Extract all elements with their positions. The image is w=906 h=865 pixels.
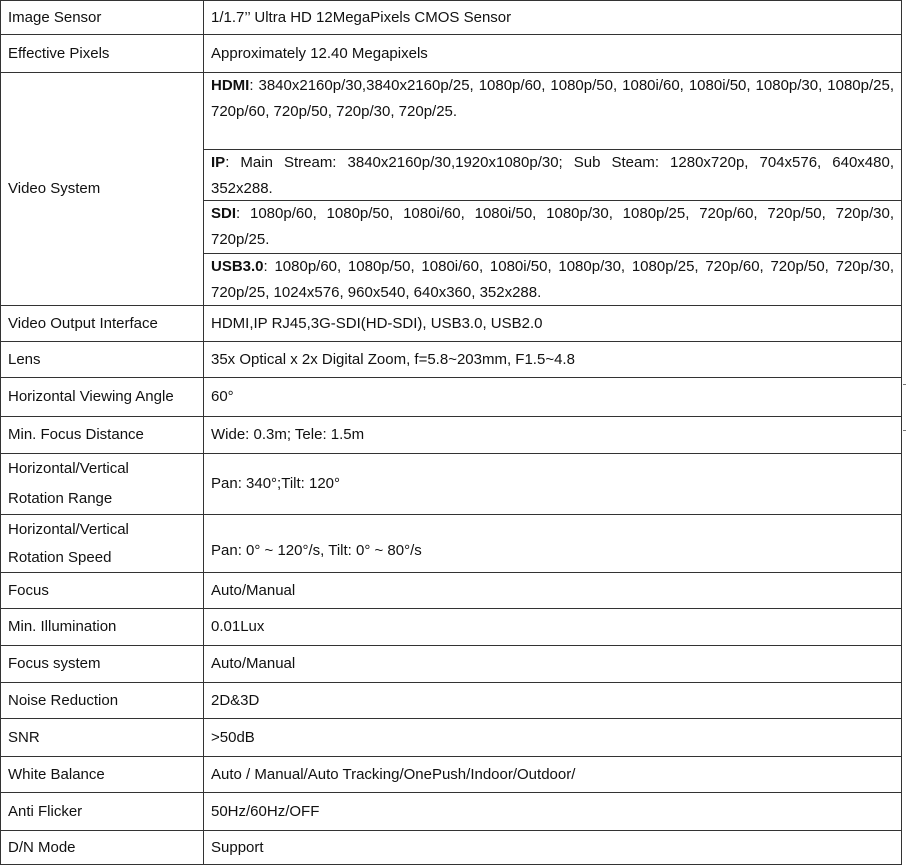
- spec-label: [1, 454, 204, 515]
- spec-label: Min. Focus Distance: [1, 417, 204, 454]
- spec-label: SNR: [1, 719, 204, 757]
- table-row: [1, 793, 902, 831]
- table-row: [1, 306, 902, 342]
- format-value: 1080p/60, 1080p/50, 1080i/60, 1080i/50, 1080p/30, 1080p/25, 720p/60, 720p/50, 720p/30, 720p/25, 1024x576, 960x540, 640x360, 352x288.: [211, 258, 894, 301]
- spec-value: 0.01Lux: [204, 609, 902, 646]
- spec-value: Auto/Manual: [204, 573, 902, 609]
- spec-value: >50dB: [204, 719, 902, 757]
- spec-label-line: Horizontal/Vertical: [8, 520, 129, 538]
- spec-label: Noise Reduction: [1, 683, 204, 719]
- video-system-ip: IP: Main Stream: 3840x2160p/30,1920x1080p/30; Sub Steam: 1280x720p, 704x576, 640x480, 352x288.: [204, 150, 901, 201]
- table-row: [1, 454, 902, 515]
- spec-label: Image Sensor: [1, 1, 204, 35]
- spec-value: 35x Optical x 2x Digital Zoom, f=5.8~203mm, F1.5~4.8: [204, 342, 902, 378]
- format-name: USB3.0: [211, 258, 264, 275]
- table-row: [1, 609, 902, 646]
- spec-value: HDMI,IP RJ45,3G-SDI(HD-SDI), USB3.0, USB2.0: [204, 306, 902, 342]
- spec-label-line: Rotation Speed: [8, 548, 112, 566]
- table-row: [1, 683, 902, 719]
- spec-label: Anti Flicker: [1, 793, 204, 831]
- format-value: Main Stream: 3840x2160p/30,1920x1080p/30; Sub Steam: 1280x720p, 704x576, 640x480, 352x288.: [211, 154, 894, 197]
- spec-label: Min. Illumination: [1, 609, 204, 646]
- table-row: [1, 719, 902, 757]
- format-value: 3840x2160p/30,3840x2160p/25, 1080p/60, 1080p/50, 1080i/60, 1080i/50, 1080p/30, 1080p/25, 720p/60, 720p/50, 720p/30, 720p/25.: [211, 77, 894, 120]
- spec-label: [1, 515, 204, 573]
- spec-label: Video Output Interface: [1, 306, 204, 342]
- spec-value: 1/1.7’’ Ultra HD 12MegaPixels CMOS Sensor: [204, 1, 902, 35]
- spec-value: Auto / Manual/Auto Tracking/OnePush/Indoor/Outdoor/: [204, 757, 902, 793]
- video-system-sdi: SDI: 1080p/60, 1080p/50, 1080i/60, 1080i/50, 1080p/30, 1080p/25, 720p/60, 720p/50, 720p/30, 720p/25.: [204, 201, 901, 254]
- spec-value: Support: [204, 831, 902, 865]
- spec-label-line: Rotation Range: [8, 490, 113, 507]
- table-row: [1, 35, 902, 73]
- spec-value: Wide: 0.3m; Tele: 1.5m: [204, 417, 902, 454]
- video-system-hdmi: HDMI: 3840x2160p/30,3840x2160p/25, 1080p/60, 1080p/50, 1080i/60, 1080i/50, 1080p/30, 1080p/25, 720p/60, 720p/50, 720p/30, 720p/25.: [204, 73, 901, 150]
- video-system-usb: USB3.0: 1080p/60, 1080p/50, 1080i/60, 1080i/50, 1080p/30, 1080p/25, 720p/60, 720p/50, 720p/30, 720p/25, 1024x576, 960x540, 640x360, 352x288.: [211, 258, 894, 301]
- spec-label-line: Horizontal/Vertical: [8, 460, 129, 477]
- spec-label: Horizontal Viewing Angle: [1, 378, 204, 417]
- table-row: [1, 831, 902, 865]
- spec-label: Lens: [1, 342, 204, 378]
- format-value: 1080p/60, 1080p/50, 1080i/60, 1080i/50, 1080p/30, 1080p/25, 720p/60, 720p/50, 720p/30, 720p/25.: [211, 205, 894, 248]
- format-name: IP: [211, 154, 226, 171]
- spec-value: Auto/Manual: [204, 646, 902, 683]
- table-row: [1, 378, 902, 417]
- spec-value: Pan: 0° ~ 120°/s, Tilt: 0° ~ 80°/s: [204, 515, 902, 573]
- spec-value: 50Hz/60Hz/OFF: [204, 793, 902, 831]
- table-row: [1, 342, 902, 378]
- spec-label: Focus: [1, 573, 204, 609]
- table-row: [1, 515, 902, 573]
- table-row: [1, 1, 902, 35]
- table-row: [1, 573, 902, 609]
- spec-value: 2D&3D: [204, 683, 902, 719]
- video-system-cell: [204, 73, 902, 306]
- format-name: HDMI: [211, 77, 250, 94]
- table-row: [1, 646, 902, 683]
- spec-label: D/N Mode: [1, 831, 204, 865]
- spec-label: White Balance: [1, 757, 204, 793]
- table-row: [1, 73, 902, 306]
- spec-label: Video System: [1, 73, 204, 306]
- spec-value: 60°: [204, 378, 902, 417]
- spec-value: Pan: 340°;Tilt: 120°: [204, 454, 902, 515]
- format-name: SDI: [211, 205, 237, 222]
- table-row: [1, 417, 902, 454]
- spec-label: Focus system: [1, 646, 204, 683]
- spec-value: Approximately 12.40 Megapixels: [204, 35, 902, 73]
- table-row: [1, 757, 902, 793]
- spec-label: Effective Pixels: [1, 35, 204, 73]
